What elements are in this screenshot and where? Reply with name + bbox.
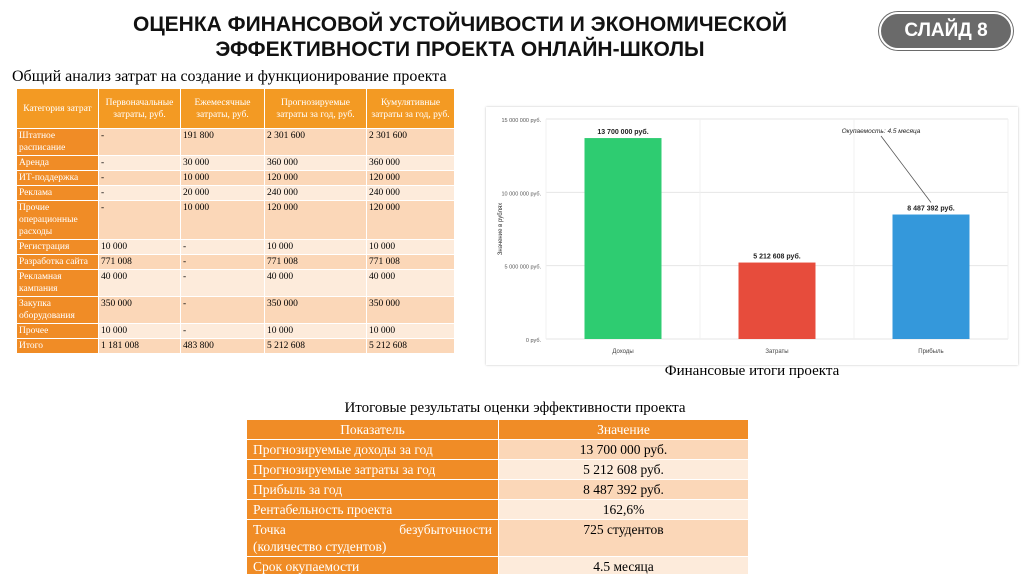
- forecast-cell: 771 008: [265, 255, 367, 270]
- category-cell: Разработка сайта: [17, 255, 99, 270]
- initial-cell: 10 000: [99, 324, 181, 339]
- forecast-cell: 120 000: [265, 171, 367, 186]
- monthly-cell: -: [181, 324, 265, 339]
- header-value: Значение: [499, 420, 749, 440]
- initial-cell: -: [99, 201, 181, 240]
- value-cell: 162,6%: [499, 500, 749, 520]
- cumulative-cell: 10 000: [367, 324, 455, 339]
- monthly-cell: 20 000: [181, 186, 265, 201]
- cumulative-cell: 240 000: [367, 186, 455, 201]
- results-row: [247, 520, 749, 557]
- category-cell: Регистрация: [17, 240, 99, 255]
- cumulative-cell: 5 212 608: [367, 339, 455, 354]
- cumulative-cell: 771 008: [367, 255, 455, 270]
- slide-number-badge: СЛАЙД 8: [879, 12, 1013, 50]
- category-cell: Прочие операционные расходы: [17, 201, 99, 240]
- results-table: [246, 419, 749, 574]
- forecast-cell: 360 000: [265, 156, 367, 171]
- cost-table-row: [17, 297, 455, 324]
- title-line-1: ОЦЕНКА ФИНАНСОВОЙ УСТОЙЧИВОСТИ И ЭКОНОМИЧЕСКОЙ: [132, 13, 787, 36]
- payback-annotation: Окупаемость: 4.5 месяца: [841, 128, 921, 135]
- header-forecast: Прогнозируемые затраты за год, руб.: [265, 89, 367, 129]
- cost-table-row: [17, 324, 455, 339]
- bar-value-label: 8 487 392 руб.: [907, 205, 955, 213]
- value-cell: 5 212 608 руб.: [499, 460, 749, 480]
- cost-table-row: [17, 186, 455, 201]
- cost-table-row: [17, 270, 455, 297]
- monthly-cell: -: [181, 297, 265, 324]
- y-tick-label: 0 руб.: [525, 338, 541, 344]
- x-tick-label: Затраты: [765, 349, 789, 355]
- forecast-cell: 240 000: [265, 186, 367, 201]
- monthly-cell: -: [181, 255, 265, 270]
- cost-table-row: [17, 339, 455, 354]
- cumulative-cell: 40 000: [367, 270, 455, 297]
- indicator-line-2: (количество студентов): [253, 539, 387, 554]
- indicator-cell: Срок окупаемости: [247, 557, 499, 574]
- category-cell: Закупка оборудования: [17, 297, 99, 324]
- forecast-cell: 350 000: [265, 297, 367, 324]
- results-table-header: [247, 420, 749, 440]
- cost-table-row: [17, 240, 455, 255]
- forecast-cell: 5 212 608: [265, 339, 367, 354]
- indicator-cell: Прибыль за год: [247, 480, 499, 500]
- indicator-cell: Прогнозируемые доходы за год: [247, 440, 499, 460]
- category-cell: Реклама: [17, 186, 99, 201]
- category-cell: Рекламная кампания: [17, 270, 99, 297]
- indicator-cell: [247, 520, 499, 557]
- indicator-cell: Рентабельность проекта: [247, 500, 499, 520]
- financial-results-chart: [486, 107, 1018, 365]
- initial-cell: -: [99, 156, 181, 171]
- results-table-caption: Итоговые результаты оценки эффективности проекта: [344, 400, 686, 416]
- monthly-cell: -: [181, 240, 265, 255]
- monthly-cell: 10 000: [181, 171, 265, 186]
- header-indicator: Показатель: [247, 420, 499, 440]
- initial-cell: 1 181 008: [99, 339, 181, 354]
- category-cell: Штатное расписание: [17, 129, 99, 156]
- bar-value-label: 5 212 608 руб.: [753, 253, 801, 261]
- indicator-cell: Прогнозируемые затраты за год: [247, 460, 499, 480]
- initial-cell: 10 000: [99, 240, 181, 255]
- category-cell: Итого: [17, 339, 99, 354]
- bar-value-label: 13 700 000 руб.: [597, 129, 649, 137]
- cumulative-cell: 120 000: [367, 171, 455, 186]
- results-row: [247, 460, 749, 480]
- initial-cell: -: [99, 129, 181, 156]
- monthly-cell: 10 000: [181, 201, 265, 240]
- chart-canvas: [486, 107, 1018, 365]
- value-cell: 725 студентов: [499, 520, 749, 557]
- results-row: [247, 440, 749, 460]
- results-row: [247, 480, 749, 500]
- slide-title: [100, 12, 820, 62]
- header-initial: Первоначальные затраты, руб.: [99, 89, 181, 129]
- bar-Доходы: [585, 138, 662, 339]
- monthly-cell: 30 000: [181, 156, 265, 171]
- initial-cell: -: [99, 171, 181, 186]
- value-cell: 8 487 392 руб.: [499, 480, 749, 500]
- initial-cell: 40 000: [99, 270, 181, 297]
- cumulative-cell: 360 000: [367, 156, 455, 171]
- cost-table-row: [17, 255, 455, 270]
- monthly-cell: 483 800: [181, 339, 265, 354]
- indicator-line-1: Точка безубыточности: [253, 522, 492, 537]
- monthly-cell: -: [181, 270, 265, 297]
- cumulative-cell: 120 000: [367, 201, 455, 240]
- initial-cell: -: [99, 186, 181, 201]
- header-cumulative: Кумулятивные затраты за год, руб.: [367, 89, 455, 129]
- bar-Затраты: [739, 263, 816, 339]
- forecast-cell: 10 000: [265, 324, 367, 339]
- cost-table-caption: Общий анализ затрат на создание и функционирование проекта: [12, 68, 447, 85]
- chart-caption: Финансовые итоги проекта: [664, 363, 840, 379]
- cost-table-row: [17, 201, 455, 240]
- header-monthly: Ежемесячные затраты, руб.: [181, 89, 265, 129]
- forecast-cell: 120 000: [265, 201, 367, 240]
- y-tick-label: 10 000 000 руб.: [501, 191, 541, 198]
- x-tick-label: Прибыль: [918, 349, 944, 355]
- y-axis-label: Значение в рублях: [498, 202, 504, 256]
- results-row: [247, 500, 749, 520]
- initial-cell: 350 000: [99, 297, 181, 324]
- forecast-cell: 2 301 600: [265, 129, 367, 156]
- cumulative-cell: 350 000: [367, 297, 455, 324]
- cost-table-row: [17, 156, 455, 171]
- cost-table-row: [17, 171, 455, 186]
- monthly-cell: 191 800: [181, 129, 265, 156]
- category-cell: Прочее: [17, 324, 99, 339]
- initial-cell: 771 008: [99, 255, 181, 270]
- forecast-cell: 40 000: [265, 270, 367, 297]
- cost-table: [16, 88, 455, 354]
- bar-Прибыль: [893, 215, 970, 339]
- cost-table-row: [17, 129, 455, 156]
- value-cell: 13 700 000 руб.: [499, 440, 749, 460]
- category-cell: Аренда: [17, 156, 99, 171]
- results-row: [247, 557, 749, 574]
- cumulative-cell: 2 301 600: [367, 129, 455, 156]
- cost-table-header: [17, 89, 455, 129]
- cumulative-cell: 10 000: [367, 240, 455, 255]
- category-cell: ИТ-поддержка: [17, 171, 99, 186]
- header-category: Категория затрат: [17, 89, 99, 129]
- x-tick-label: Доходы: [612, 349, 634, 355]
- y-tick-label: 5 000 000 руб.: [504, 264, 541, 271]
- forecast-cell: 10 000: [265, 240, 367, 255]
- value-cell: 4.5 месяца: [499, 557, 749, 574]
- y-tick-label: 15 000 000 руб.: [501, 118, 541, 124]
- title-line-2: ЭФФЕКТИВНОСТИ ПРОЕКТА ОНЛАЙН-ШКОЛЫ: [215, 38, 705, 61]
